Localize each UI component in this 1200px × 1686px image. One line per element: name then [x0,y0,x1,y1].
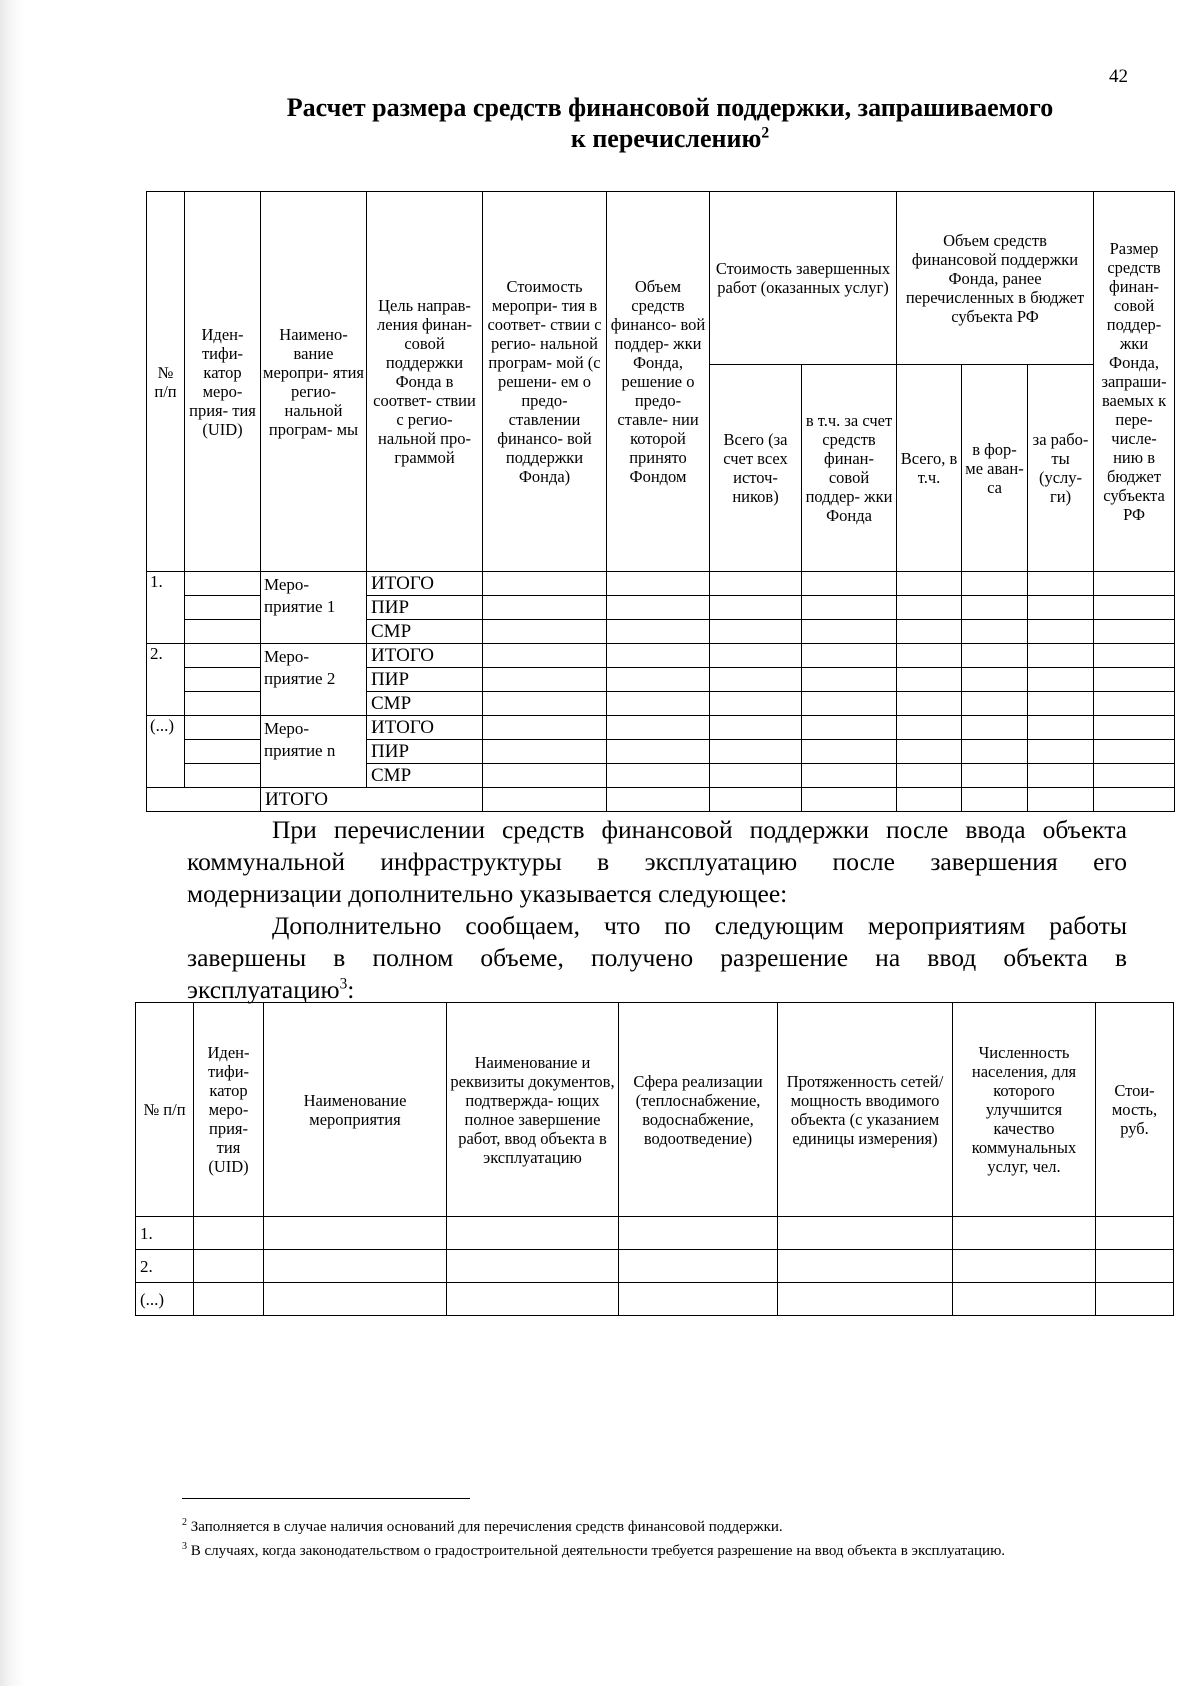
row-type: СМР [367,620,483,644]
row-number: 1. [136,1217,194,1250]
row-number: 1. [147,572,185,644]
header-length-capacity: Протяженность сетей/мощность вводимого объекта (с указанием единицы измерения) [778,1003,953,1217]
uid-cell [185,716,261,740]
row-type: ИТОГО [367,644,483,668]
header-completed-total: Всего (за счет всех источ- ников) [710,365,802,572]
page-title [200,92,1140,154]
paragraph-after-commissioning: При перечислении средств финансовой поддержки после ввода объекта коммунальной инфраструктуры в эксплуатацию после завершения его модернизации дополнительно указывается следующее: [187,815,1127,908]
header-num: № п/п [136,1003,194,1217]
footnote-3: $^3$ В случаях, когда законодательством о градостроительной деятельности требуется разрешение на ввод объекта в эксплуатацию. [182,1541,1006,1559]
header-requested-amount: Размер средств финан- совой поддер- жки Фонда, запраши- ваемых к пере- числе- нию в бюджет субъекта РФ [1094,192,1175,572]
footnote-separator [182,1498,470,1499]
title-footnote-ref: 2 [761,124,770,142]
row-type: СМР [367,692,483,716]
row-type: ПИР [367,668,483,692]
header-cost: Стои- мость, руб. [1096,1003,1174,1217]
paragraph-additional-info: Дополнительно сообщаем, что по следующим мероприятиям работы завершены в полном объеме, получено разрешение на ввод объекта в эксплуатацию$^3$: [187,911,1127,1004]
uid-cell [185,764,261,788]
total-label: ИТОГО [261,788,483,812]
calculation-table [146,191,1175,812]
header-previously-transferred: Объем средств финансовой поддержки Фонда, ранее перечисленных в бюджет субъекта РФ [897,192,1094,365]
header-population: Численность населения, для которого улучшится качество коммунальных услуг, чел. [953,1003,1096,1217]
row-type: ПИР [367,740,483,764]
uid-cell [185,620,261,644]
uid-cell [185,644,261,668]
row-number: 2. [147,644,185,716]
row-number: 2. [136,1250,194,1283]
event-name: Меро- приятие n [261,716,367,788]
header-num: № п/п [147,192,185,572]
header-prev-total: Всего, в т.ч. [897,365,962,572]
title-line-1: Расчет размера средств финансовой поддержки, запрашиваемого [286,93,1054,122]
header-event-name: Наименование мероприятия [264,1003,447,1217]
header-event-name: Наимено- вание меропри- ятия регио- нальной програм- мы [261,192,367,572]
header-completed-works: Стоимость завершенных работ (оказанных услуг) [710,192,897,365]
row-type: СМР [367,764,483,788]
event-name: Меро- приятие 1 [261,572,367,644]
table-row [136,1283,1174,1316]
title-line-2: к перечислению$^2$ [570,124,770,153]
paragraph-footnote-ref: 3 [339,975,348,993]
event-name: Меро- приятие 2 [261,644,367,716]
uid-cell [185,572,261,596]
table-row [147,572,1175,596]
header-cost: Стоимость меропри- тия в соответ- ствии с регио- нальной програм- мой (с решени- ем о предо- ставлении финансо- вой поддержки Фонда) [483,192,607,572]
scan-edge-shadow [0,0,26,1686]
table-row [136,1250,1174,1283]
header-prev-advance: в фор- ме аван- са [962,365,1028,572]
header-uid: Иден- тифи- катор меро- прия- тия (UID) [185,192,261,572]
header-documents: Наименование и реквизиты документов, подтвержда- ющих полное завершение работ, ввод объекта в эксплуатацию [447,1003,619,1217]
table-row [147,716,1175,740]
uid-cell [185,596,261,620]
header-fund-volume: Объем средств финансо- вой поддер- жки Фонда, решение о предо- ставле- нии которой принято Фондом [607,192,710,572]
row-type: ПИР [367,596,483,620]
header-uid: Иден- тифи- катор меро- прия- тия (UID) [194,1003,264,1217]
row-type: ИТОГО [367,572,483,596]
table-row [147,644,1175,668]
row-number: (...) [147,716,185,788]
total-row [147,788,1175,812]
page-number: 42 [1109,66,1128,87]
uid-cell [185,692,261,716]
row-type: ИТОГО [367,716,483,740]
header-prev-works: за рабо- ты (услу- ги) [1028,365,1094,572]
uid-cell [185,668,261,692]
table-row [136,1217,1174,1250]
footnote-2: $^2$ Заполняется в случае наличия оснований для перечисления средств финансовой поддержки. [182,1517,783,1535]
row-number: (...) [136,1283,194,1316]
header-goal: Цель направ- ления финан- совой поддержки Фонда в соответ- ствии с регио- нальной про- граммой [367,192,483,572]
header-sphere: Сфера реализации (теплоснабжение, водоснабжение, водоотведение) [619,1003,778,1217]
header-completed-fund: в т.ч. за счет средств финан- совой поддер- жки Фонда [802,365,897,572]
completed-events-table [135,1002,1174,1316]
uid-cell [185,740,261,764]
